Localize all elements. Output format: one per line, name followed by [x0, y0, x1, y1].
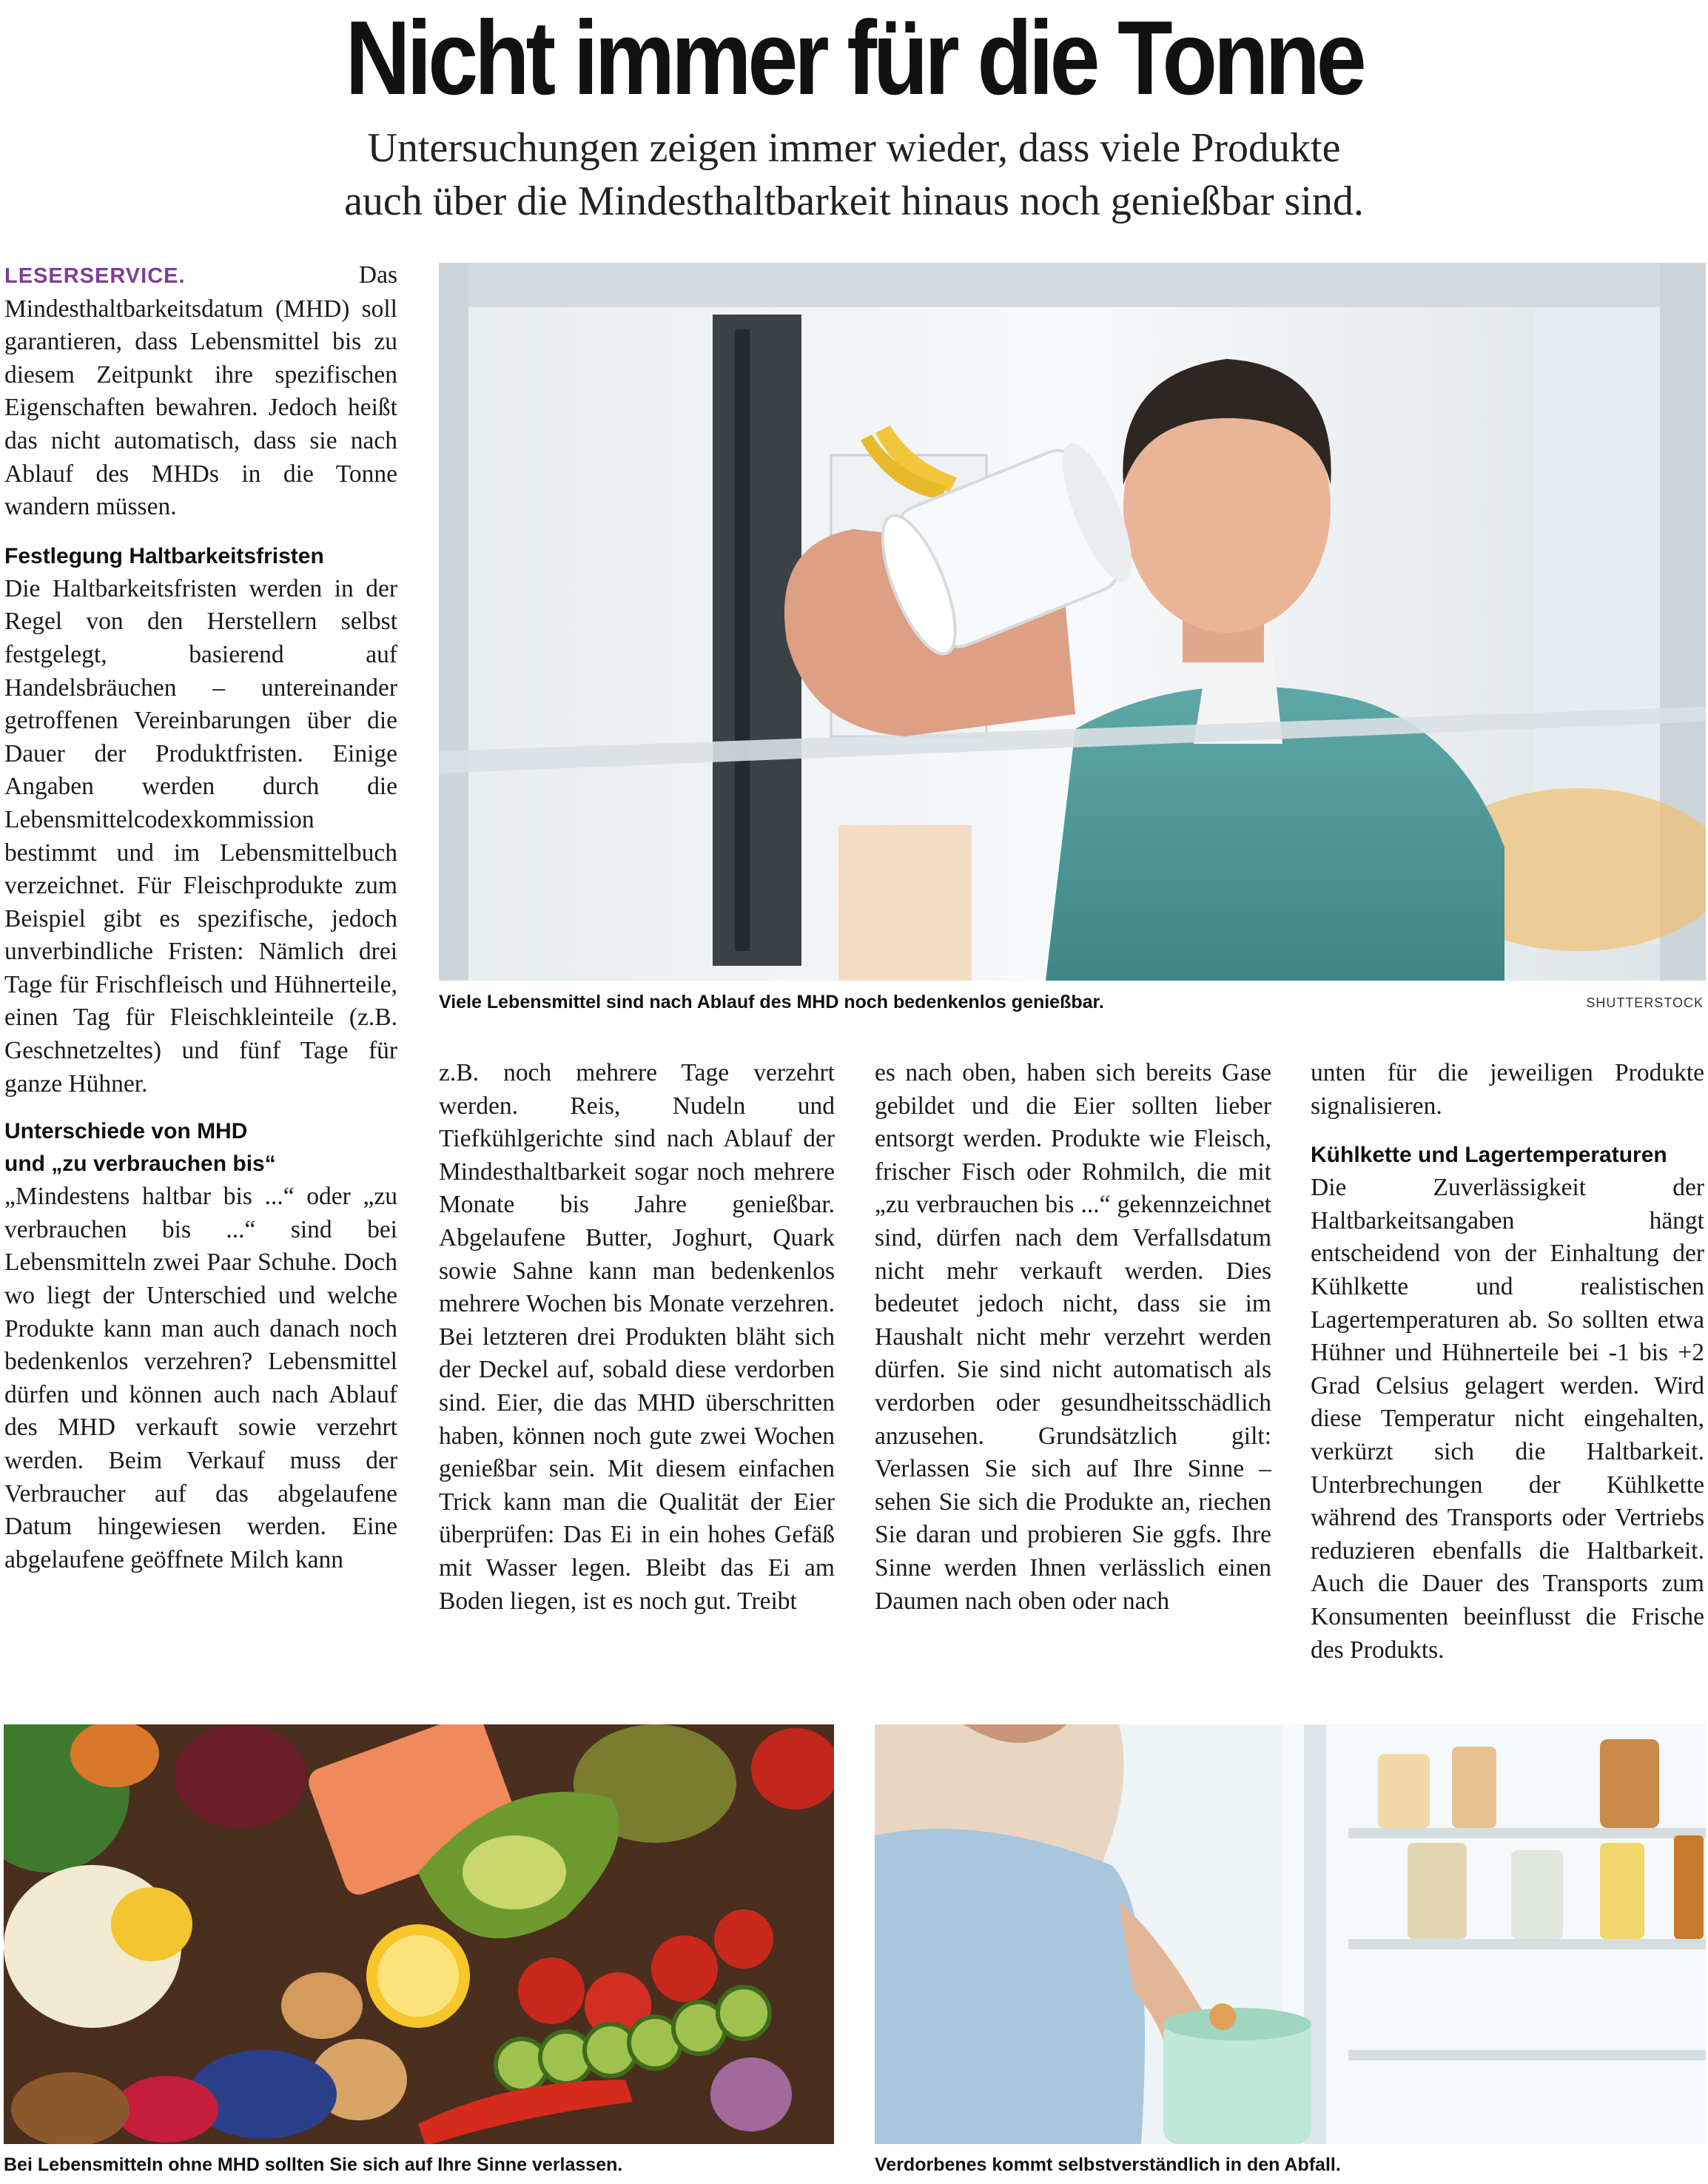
section-text-unterschiede-part-1: „Mindestens haltbar bis ...“ oder „zu verbrauchen bis ...“ sind bei Lebensmitteln zwei Paar Schuhe. Doch wo liegt der Unterschied und welche Produkte kann man auch danach noch bedenkenlos verzehren? Lebensmittel dürfen und können auch nach Ablauf des MHD verkauft sowie verzehrt werden. Beim Verkauf muss der Verbraucher auf das abgelaufene Datum hingewiesen werden. Eine abgelaufene geöffnete Milch kann: [4, 1183, 397, 1573]
section-text-kuehlkette: Die Zuverlässigkeit der Haltbarkeitsangaben hängt entscheidend von der Einhaltung der Kühlkette und realistischen Lagertemperaturen ab. So sollten etwa Hühner und Hühnerteile bei -1 bis +2 Grad Celsius gelagert werden. Wird diese Temperatur nicht eingehalten, verkürzt sich die Haltbarkeit. Unterbrechungen der Kühlkette während des Transports oder Vertriebs reduzieren ebenfalls die Haltbarkeit. Auch die Dauer des Transports zum Konsumenten beeinflusst die Frische des Produkts.: [1311, 1174, 1704, 1664]
kicker: LESERSERVICE.: [4, 264, 186, 288]
section-title-haltbarkeitsfristen: Festlegung Haltbarkeitsfristen: [4, 543, 324, 568]
subheadline-line-2: auch über die Mindesthaltbarkeit hinaus noch genießbar sind.: [344, 178, 1364, 224]
main-photo-caption: Viele Lebensmittel sind nach Ablauf des MHD noch bedenkenlos genießbar.: [439, 992, 1104, 1012]
main-photo-fridge: [439, 263, 1706, 981]
column-1: [4, 259, 397, 1576]
section-text-unterschiede-part-4: unten für die jeweiligen Produkte signalisieren.: [1311, 1059, 1704, 1120]
headline: Nicht immer für die Tonne: [345, 0, 1363, 117]
section-text-haltbarkeitsfristen: Die Haltbarkeitsfristen werden in der Regel von den Herstellern selbst festgelegt, basierend auf Handelsbräuchen – untereinander getroffenen Vereinbarungen über die Dauer der Produktfristen. Einige Angaben werden durch die Lebensmittelcodexkommission bestimmt und im Lebensmittelbuch verzeichnet. Für Fleischprodukte zum Beispiel gibt es spezifische, jedoch unverbindliche Fristen: Nämlich drei Tage für Frischfleisch und Hühnerteile, einen Tag für Fleischkleinteile (z.B. Geschnetzeltes) und fünf Tage für ganze Hühner.: [4, 574, 397, 1098]
photo-credit: SHUTTERSTOCK: [1586, 995, 1704, 1010]
section-text-unterschiede-part-2: z.B. noch mehrere Tage verzehrt werden. Reis, Nudeln und Tiefkühlgerichte sind nach Ablauf der Mindesthaltbarkeit sogar noch mehrere Monate bis Jahre genießbar. Abgelaufene Butter, Joghurt, Quark sowie Sahne kann man bedenkenlos mehrere Wochen bis Monate verzehren. Bei letzteren drei Produkten bläht sich der Deckel auf, sobald diese verdorben sind. Eier, die das MHD überschritten haben, können noch gute zwei Wochen genießbar sein. Mit diesem einfachen Trick kann man die Qualität der Eier überprüfen: Das Ei in ein hohes Gefäß mit Wasser legen. Bleibt das Ei am Boden liegen, ist es noch gut. Treibt: [439, 1059, 835, 1615]
waste-bin-photo: [875, 1724, 1706, 2144]
column-2: [439, 1057, 835, 1618]
section-title-unterschiede-line-1: Unterschiede von MHD: [4, 1119, 248, 1144]
waste-bin-photo-caption: Verdorbenes kommt selbstverständlich in den Abfall.: [875, 2154, 1341, 2175]
lead-paragraph: [4, 259, 397, 524]
subheadline: [0, 121, 1708, 228]
food-photo: [4, 1724, 834, 2144]
section-text-unterschiede-part-3: es nach oben, haben sich bereits Gase gebildet und die Eier sollten lieber entsorgt werden. Produkte wie Fleisch, frischer Fisch oder Rohmilch, die mit „zu verbrauchen bis ...“ gekennzeichnet sind, dürfen nach dem Verfallsdatum nicht mehr verkauft werden. Dies bedeutet jedoch nicht, dass sie im Haushalt nicht mehr verzehrt werden dürfen. Sie sind nicht automatisch als verdorben oder gesundheitsschädlich anzusehen. Grundsätzlich gilt: Verlassen Sie sich auf Ihre Sinne – sehen Sie sich die Produkte an, riechen Sie daran und probieren Sie ggfs. Ihre Sinne werden Ihnen verlässlich einen Daumen nach oben oder nach: [875, 1059, 1271, 1615]
section-title-unterschiede-line-2: und „zu verbrauchen bis“: [4, 1152, 276, 1177]
subheadline-line-1: Untersuchungen zeigen immer wieder, dass viele Produkte: [367, 125, 1341, 171]
column-4: [1311, 1057, 1704, 1667]
section-title-kuehlkette: Kühlkette und Lagertemperaturen: [1311, 1143, 1667, 1168]
section-title-unterschiede: [4, 1115, 397, 1180]
column-3: [875, 1057, 1271, 1618]
food-photo-caption: Bei Lebensmitteln ohne MHD sollten Sie sich auf Ihre Sinne verlassen.: [4, 2154, 623, 2175]
lead-text: Das Mindesthaltbarkeitsdatum (MHD) soll garantieren, dass Lebensmittel bis zu diesem Zeitpunkt ihre spezifischen Eigenschaften bewahren. Jedoch heißt das nicht automatisch, dass sie nach Ablauf des MHDs in die Tonne wandern müssen.: [4, 261, 397, 521]
